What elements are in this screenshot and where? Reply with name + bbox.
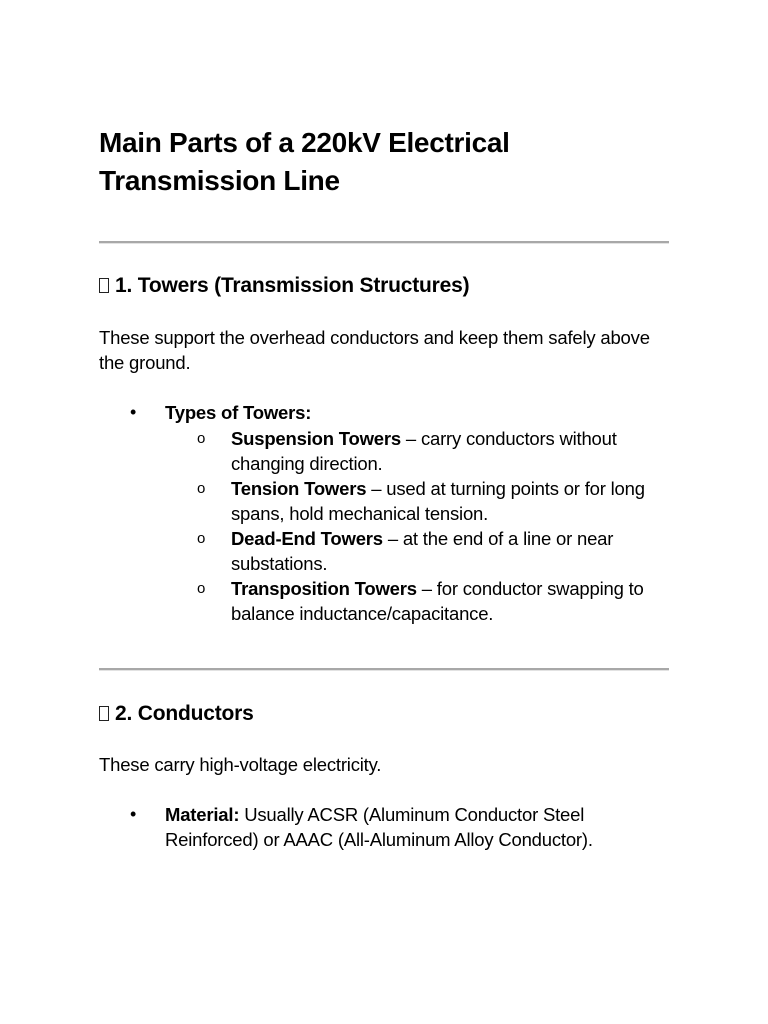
missing-glyph-icon	[99, 278, 109, 293]
section-heading-conductors	[99, 700, 254, 728]
missing-glyph-icon	[99, 706, 109, 721]
sub-bullet-marker: o	[197, 580, 206, 597]
sub-bullet-marker: o	[197, 430, 206, 447]
tower-type-tension: Tension Towers – used at turning points or for long spans, hold mechanical tension.	[231, 478, 645, 524]
bullet-marker: •	[130, 402, 137, 422]
bullet-label: Types of Towers:	[165, 402, 312, 423]
conductor-material: Material: Usually ACSR (Aluminum Conductor Steel Reinforced) or AAAC (All-Aluminum Alloy Conductor).	[165, 804, 593, 850]
section-heading-towers	[99, 272, 469, 300]
section-heading-text: 2. Conductors	[115, 702, 254, 725]
horizontal-rule	[99, 668, 669, 671]
section-intro-conductors: These carry high-voltage electricity.	[99, 754, 382, 775]
section-intro-towers: These support the overhead conductors and keep them safely above the ground.	[99, 327, 650, 373]
tower-type-suspension: Suspension Towers – carry conductors without changing direction.	[231, 428, 617, 474]
bullet-marker: •	[130, 804, 137, 824]
document-title: Main Parts of a 220kV Electrical Transmission Line	[99, 127, 510, 196]
horizontal-rule	[99, 241, 669, 244]
tower-type-transposition: Transposition Towers – for conductor swapping to balance inductance/capacitance.	[231, 578, 644, 624]
section-heading-text: 1. Towers (Transmission Structures)	[115, 274, 470, 297]
sub-bullet-marker: o	[197, 530, 206, 547]
sub-bullet-marker: o	[197, 480, 206, 497]
tower-type-dead-end: Dead-End Towers – at the end of a line or near substations.	[231, 528, 614, 574]
